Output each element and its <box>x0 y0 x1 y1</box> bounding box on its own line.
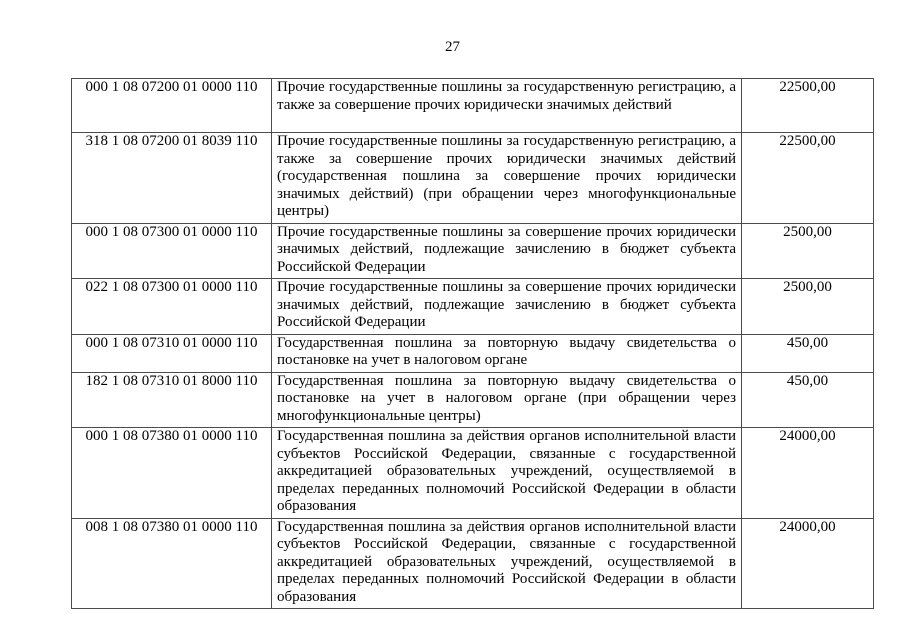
code-cell: 000 1 08 07200 01 0000 110 <box>72 79 272 133</box>
description-cell: Государственная пошлина за повторную выдачу свидетельства о постановке на учет в налоговом органе (при обращении через многофункциональные центры) <box>272 372 742 428</box>
table-row <box>72 223 874 279</box>
table-row <box>72 372 874 428</box>
amount-cell: 22500,00 <box>742 79 874 133</box>
code-cell: 022 1 08 07300 01 0000 110 <box>72 279 272 335</box>
budget-revenue-table <box>71 78 874 609</box>
table-row <box>72 428 874 519</box>
description-cell: Прочие государственные пошлины за совершение прочих юридически значимых действий, подлежащие зачислению в бюджет субъекта Российской Федерации <box>272 223 742 279</box>
amount-cell: 2500,00 <box>742 223 874 279</box>
amount-cell: 22500,00 <box>742 133 874 224</box>
amount-cell: 450,00 <box>742 372 874 428</box>
code-cell: 000 1 08 07310 01 0000 110 <box>72 334 272 372</box>
description-cell: Прочие государственные пошлины за государственную регистрацию, а также за совершение прочих юридически значимых действий (государственная пошлина за совершение прочих юридически значимых действий) (при обращении через многофункциональные центры) <box>272 133 742 224</box>
page-number: 27 <box>445 39 460 55</box>
description-cell: Государственная пошлина за действия органов исполнительной власти субъектов Российской Федерации, связанные с государственной аккредитацией образовательных учреждений, осуществляемой в пределах переданных полномочий Российской Федерации в области образования <box>272 428 742 519</box>
amount-cell: 450,00 <box>742 334 874 372</box>
table-row <box>72 518 874 609</box>
code-cell: 182 1 08 07310 01 8000 110 <box>72 372 272 428</box>
description-cell: Прочие государственные пошлины за совершение прочих юридически значимых действий, подлежащие зачислению в бюджет субъекта Российской Федерации <box>272 279 742 335</box>
table-row <box>72 279 874 335</box>
table-row <box>72 334 874 372</box>
description-cell: Государственная пошлина за действия органов исполнительной власти субъектов Российской Федерации, связанные с государственной аккредитацией образовательных учреждений, осуществляемой в пределах переданных полномочий Российской Федерации в области образования <box>272 518 742 609</box>
code-cell: 008 1 08 07380 01 0000 110 <box>72 518 272 609</box>
code-cell: 000 1 08 07300 01 0000 110 <box>72 223 272 279</box>
table-row <box>72 79 874 133</box>
amount-cell: 2500,00 <box>742 279 874 335</box>
description-cell: Прочие государственные пошлины за государственную регистрацию, а также за совершение прочих юридически значимых действий <box>272 79 742 133</box>
description-cell: Государственная пошлина за повторную выдачу свидетельства о постановке на учет в налоговом органе <box>272 334 742 372</box>
code-cell: 000 1 08 07380 01 0000 110 <box>72 428 272 519</box>
code-cell: 318 1 08 07200 01 8039 110 <box>72 133 272 224</box>
amount-cell: 24000,00 <box>742 518 874 609</box>
table-row <box>72 133 874 224</box>
amount-cell: 24000,00 <box>742 428 874 519</box>
